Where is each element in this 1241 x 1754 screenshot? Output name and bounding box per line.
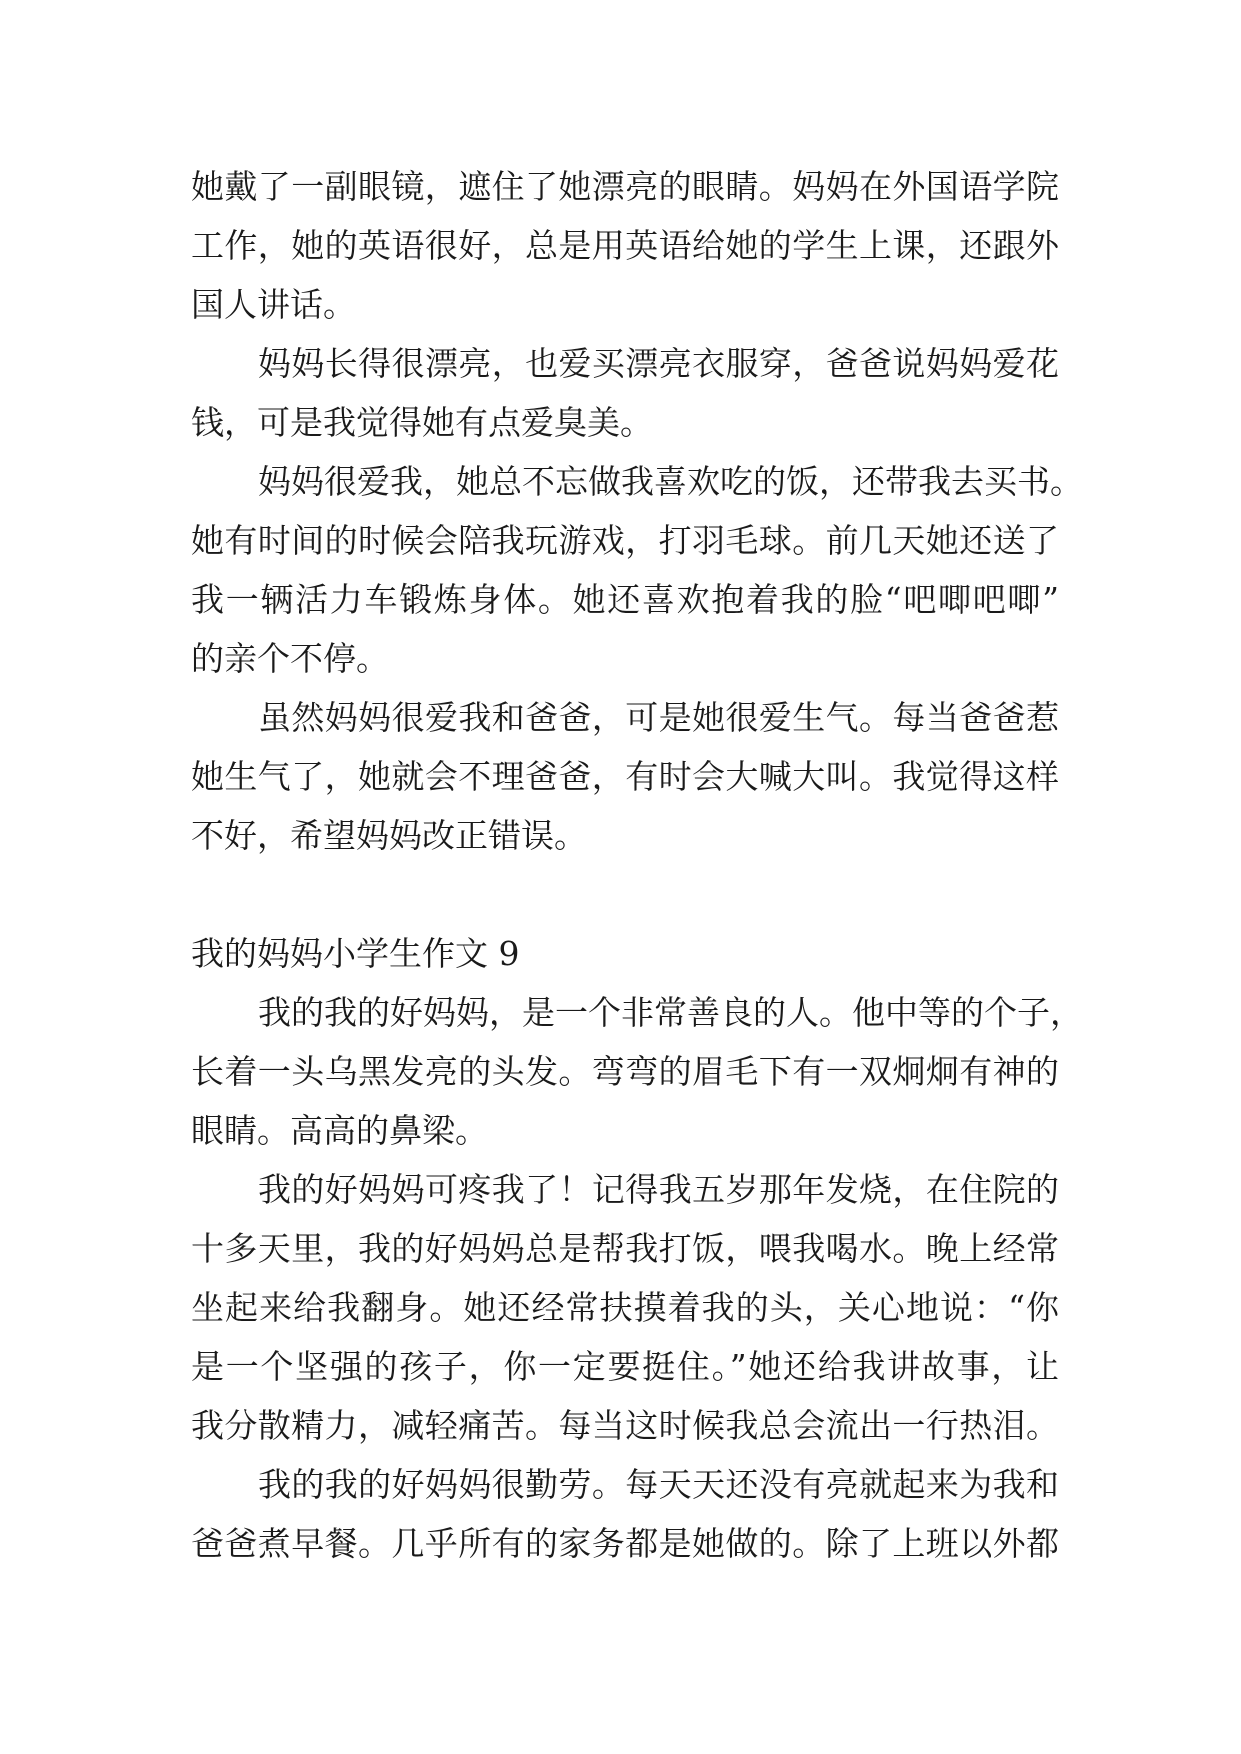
- text-line: 的亲个不停。: [191, 639, 389, 678]
- text-line: 坐起来给我翻身。她还经常扶摸着我的头，关心地说：“你: [191, 1288, 1059, 1327]
- paragraph: [191, 452, 1083, 688]
- text-line: 我的我的好妈妈很勤劳。每天天还没有亮就起来为我和: [258, 1465, 1059, 1504]
- text-line: 钱，可是我觉得她有点爱臭美。: [191, 403, 653, 442]
- paragraph: [191, 983, 1083, 1160]
- text-line: 国人讲话。: [191, 285, 356, 324]
- paragraph: [191, 334, 1059, 452]
- text-line: 工作，她的英语很好，总是用英语给她的学生上课，还跟外: [191, 226, 1059, 265]
- text-line: 她有时间的时候会陪我玩游戏，打羽毛球。前几天她还送了: [191, 521, 1059, 560]
- text-line: 长着一头乌黑发亮的头发。弯弯的眉毛下有一双炯炯有神的: [191, 1052, 1059, 1091]
- text-line: 妈妈很爱我，她总不忘做我喜欢吃的饭，还带我去买书。: [258, 462, 1083, 501]
- paragraph: [191, 1160, 1059, 1455]
- paragraph: [191, 157, 1059, 334]
- document-body: [191, 157, 1083, 1573]
- text-line: 我分散精力，减轻痛苦。每当这时候我总会流出一行热泪。: [191, 1406, 1059, 1445]
- text-line: 是一个坚强的孩子，你一定要挺住。”她还给我讲故事，让: [191, 1347, 1059, 1386]
- text-line: 不好，希望妈妈改正错误。: [191, 816, 587, 855]
- text-line: 爸爸煮早餐。几乎所有的家务都是她做的。除了上班以外都: [191, 1524, 1059, 1563]
- text-line: 她生气了，她就会不理爸爸，有时会大喊大叫。我觉得这样: [191, 757, 1059, 796]
- text-line: 我的我的好妈妈，是一个非常善良的人。他中等的个子，: [258, 993, 1083, 1032]
- text-line: 她戴了一副眼镜，遮住了她漂亮的眼睛。妈妈在外国语学院: [191, 167, 1059, 206]
- text-line: 眼睛。高高的鼻梁。: [191, 1111, 488, 1150]
- paragraph: [191, 688, 1059, 865]
- text-line: 虽然妈妈很爱我和爸爸，可是她很爱生气。每当爸爸惹: [258, 698, 1059, 737]
- text-line: 十多天里，我的好妈妈总是帮我打饭，喂我喝水。晚上经常: [191, 1229, 1059, 1268]
- paragraph: [191, 1455, 1059, 1573]
- text-line: 妈妈长得很漂亮，也爱买漂亮衣服穿，爸爸说妈妈爱花: [258, 344, 1059, 383]
- text-line: 我的好妈妈可疼我了！记得我五岁那年发烧，在住院的: [258, 1170, 1059, 1209]
- section-heading: 我的妈妈小学生作文 9: [191, 934, 520, 973]
- blank-line: [191, 865, 1059, 924]
- text-line: 我一辆活力车锻炼身体。她还喜欢抱着我的脸“吧唧吧唧”: [191, 580, 1059, 619]
